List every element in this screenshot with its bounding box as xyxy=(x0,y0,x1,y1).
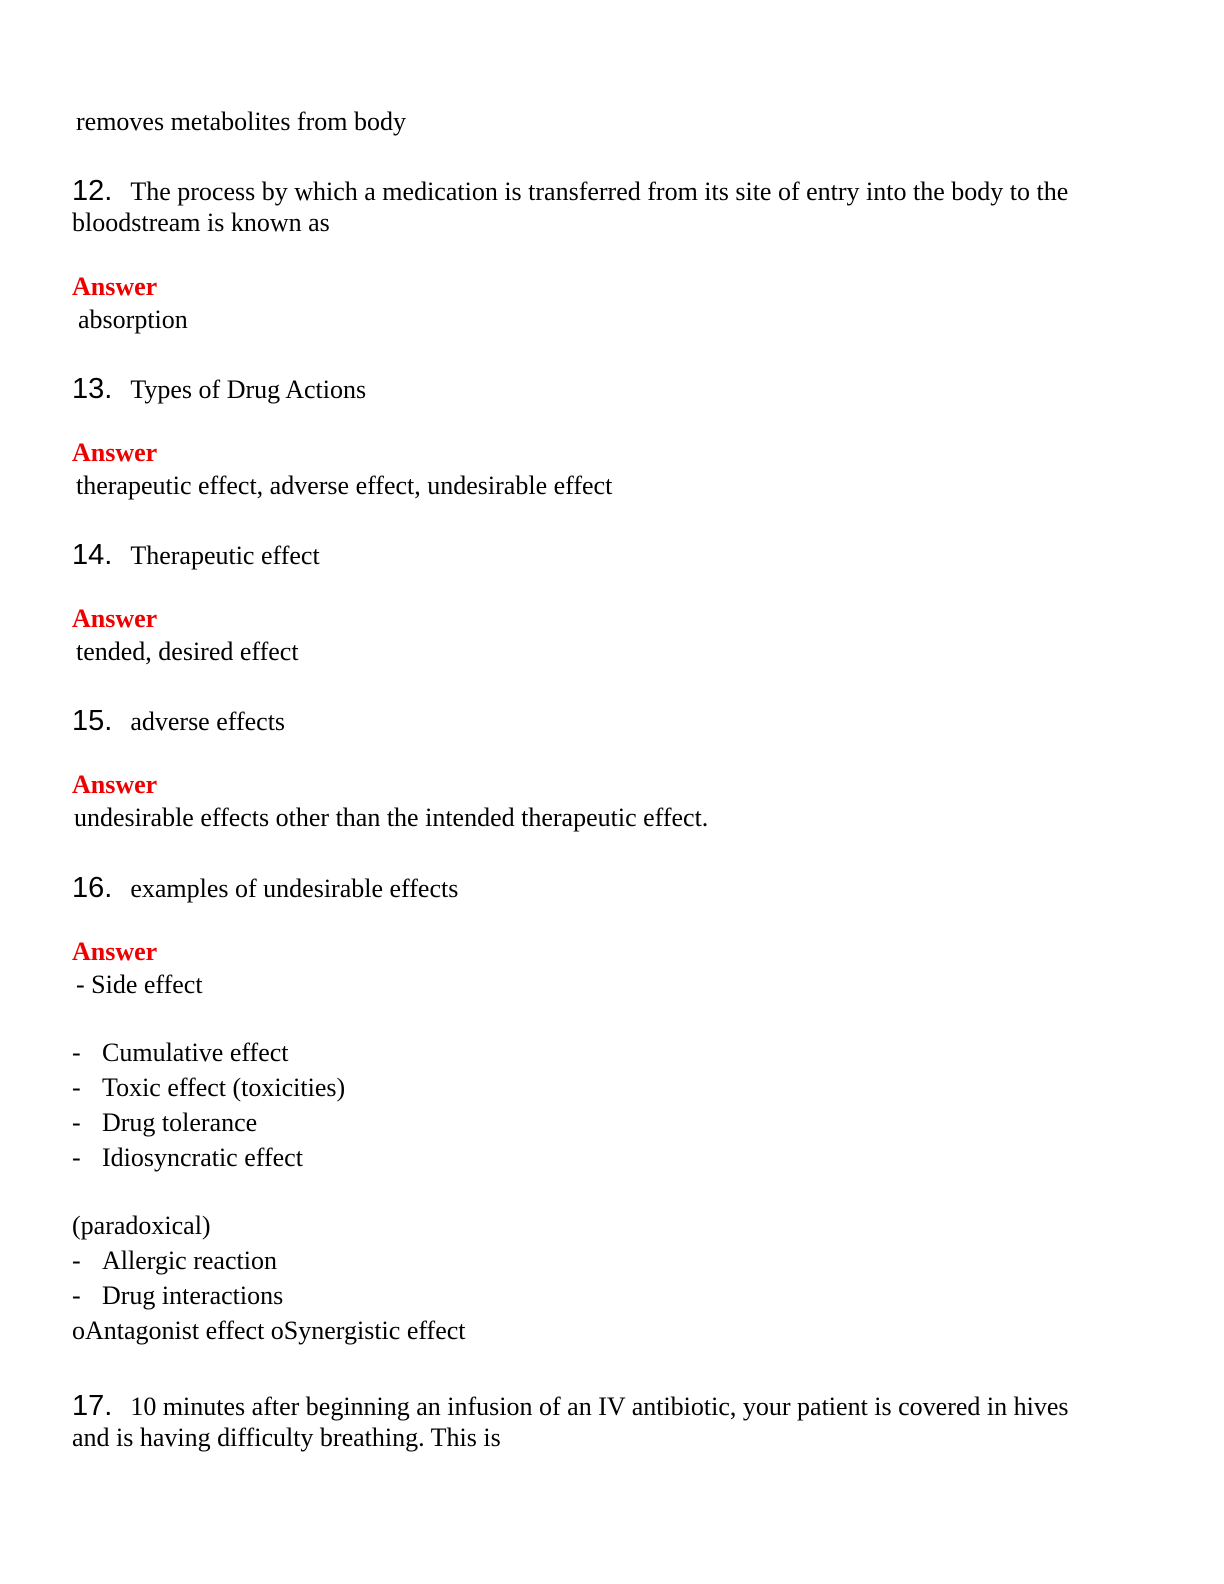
list-item-text: Cumulative effect xyxy=(102,1038,289,1067)
question-12 xyxy=(72,176,1068,207)
question-17 xyxy=(72,1391,1069,1422)
question-text: adverse effects xyxy=(130,707,286,736)
question-16 xyxy=(72,873,458,904)
question-13 xyxy=(72,374,366,405)
answer-label: Answer xyxy=(72,272,158,301)
list-item-text: Idiosyncratic effect xyxy=(102,1143,303,1172)
dash: - xyxy=(72,1108,81,1137)
question-14 xyxy=(72,540,320,571)
list-item xyxy=(72,1072,345,1103)
question-number: 12. xyxy=(72,175,113,207)
list-item-text: Toxic effect (toxicities) xyxy=(102,1073,346,1102)
dash: - xyxy=(72,1073,81,1102)
question-number: 13. xyxy=(72,373,113,405)
previous-answer-text: removes metabolites from body xyxy=(76,107,406,136)
question-text: Types of Drug Actions xyxy=(130,375,367,404)
dash: - xyxy=(72,1038,81,1067)
question-12-continued: bloodstream is known as xyxy=(72,208,330,237)
list-item xyxy=(72,1107,257,1138)
list-item-text: Drug tolerance xyxy=(102,1108,258,1137)
question-number: 17. xyxy=(72,1390,113,1422)
question-text: 10 minutes after beginning an infusion of an IV antibiotic, your patient is covered in hives xyxy=(130,1392,1069,1421)
list-item-text: Allergic reaction xyxy=(102,1246,277,1275)
answer-text: - Side effect xyxy=(76,970,203,999)
list-item xyxy=(72,1037,289,1068)
question-number: 16. xyxy=(72,872,113,904)
answer-text: absorption xyxy=(78,305,188,334)
list-item xyxy=(72,1142,303,1173)
question-number: 15. xyxy=(72,705,113,737)
question-text: examples of undesirable effects xyxy=(130,874,459,903)
dash: - xyxy=(72,1246,81,1275)
dash: - xyxy=(72,1143,81,1172)
question-17-continued: and is having difficulty breathing. This is xyxy=(72,1423,501,1452)
sub-list-line: oAntagonist effect oSynergistic effect xyxy=(72,1316,466,1345)
answer-label: Answer xyxy=(72,604,158,633)
question-number: 14. xyxy=(72,539,113,571)
list-item xyxy=(72,1245,277,1276)
paradoxical-note: (paradoxical) xyxy=(72,1211,211,1240)
answer-label: Answer xyxy=(72,937,158,966)
answer-text: tended, desired effect xyxy=(76,637,299,666)
question-text: Therapeutic effect xyxy=(130,541,320,570)
answer-label: Answer xyxy=(72,770,158,799)
answer-label: Answer xyxy=(72,438,158,467)
list-item-text: Drug interactions xyxy=(102,1281,284,1310)
answer-text: undesirable effects other than the intended therapeutic effect. xyxy=(74,803,709,832)
dash: - xyxy=(72,1281,81,1310)
question-15 xyxy=(72,706,285,737)
answer-text: therapeutic effect, adverse effect, undesirable effect xyxy=(76,471,613,500)
question-text: The process by which a medication is transferred from its site of entry into the body to the xyxy=(130,177,1069,206)
list-item xyxy=(72,1280,283,1311)
